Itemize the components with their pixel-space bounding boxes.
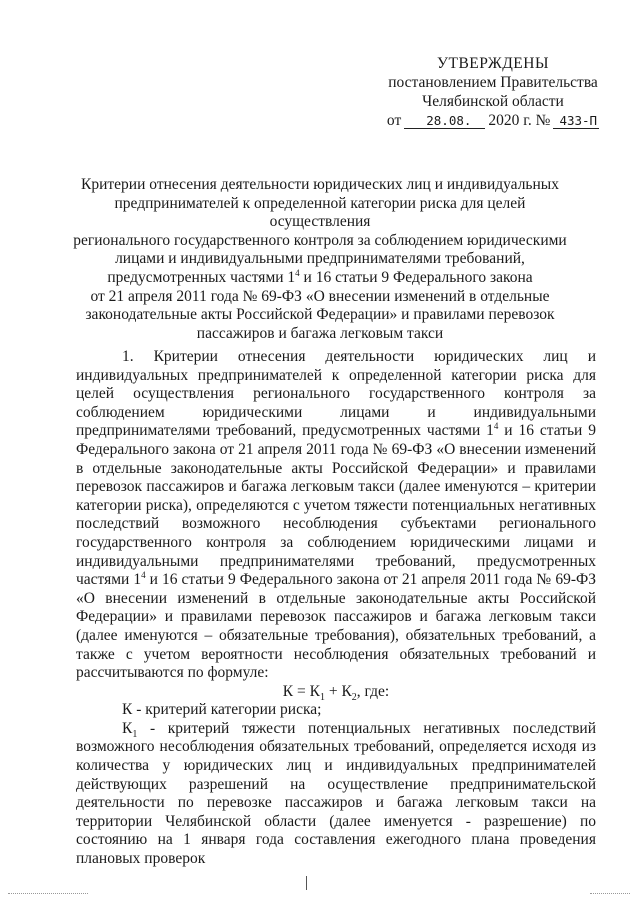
year-text: 2020 г. № [488, 112, 551, 129]
formula-subscript: 2 [351, 691, 357, 703]
approval-block [378, 54, 608, 130]
scan-artifact-left [8, 893, 88, 895]
title-superscript: 4 [295, 267, 300, 278]
formula-part: + К [324, 682, 352, 700]
title-line: предпринимателей к определенной категории риска для целей осуществления [114, 194, 526, 231]
document-body [76, 348, 596, 869]
paragraph-subscript: 1 [132, 728, 138, 740]
approval-heading: УТВЕРЖДЕНЫ [437, 55, 549, 72]
number-value: 433-П [553, 114, 599, 129]
formula-part: К = К [282, 682, 320, 700]
title-line: Критерии отнесения деятельности юридических лиц и индивидуальных [81, 176, 559, 193]
approval-line-2: Челябинской области [422, 93, 564, 110]
approval-date-line [378, 111, 608, 130]
title-line: от 21 апреля 2011 года № 69-ФЗ «О внесении изменений в отдельные [90, 287, 550, 305]
paragraph-fragment: и 16 статьи 9 Федерального закона от 21 апреля 2011 года № 69-ФЗ «О внесении изменений в отдельные законодательные акты Российской Федерации» и правилами перевозок пассажиров и багажа легковым такси (далее именуются – обязательные требования), обязательных требований, а также с учетом вероятности несоблюдения обязательных требований и рассчитываются по формуле: [76, 571, 596, 682]
scan-mark [306, 876, 307, 890]
date-value: 28.08. [404, 114, 485, 129]
approval-line-1: постановлением Правительства [388, 74, 598, 91]
title-fragment: предусмотренных частями 1 [107, 268, 296, 286]
title-line: лицами и индивидуальными предпринимателями требований, [115, 250, 525, 268]
paragraph-fragment: К [122, 719, 133, 737]
title-line [70, 269, 570, 288]
formula-subscript: 1 [319, 691, 325, 703]
title-fragment: и 16 статьи 9 Федерального закона [299, 268, 533, 286]
paragraph-fragment: - критерий тяжести потенциальных негативных последствий возможного несоблюдения обязательных требований, определяется исходя из количества у юридических лиц и индивидуальных предпринимателей действующих разрешений на осуществление предпринимательской деятельности по перевозке пассажиров и багажа легковым такси на территории Челябинской области (далее именуется - разрешение) по состоянию на 1 января года составления ежегодного плана проведения плановых проверок [76, 719, 596, 868]
title-line: законодательные акты Российской Федерации» и правилами перевозок [85, 306, 555, 324]
paragraph-3 [76, 720, 596, 869]
risk-formula [76, 683, 596, 702]
paragraph-superscript: 4 [493, 421, 499, 432]
scan-artifact-right [590, 893, 630, 895]
paragraph-fragment: 1. Критерии отнесения деятельности юридических лиц и индивидуальных предпринимателей к определенной категории риска для целей осуществления регионального государственного контроля за соблюдением юридическими лицами и индивидуальными предпринимателями требований, предусмотренных частями 1 [76, 348, 596, 440]
paragraph-fragment: и 16 статьи 9 Федерального закона от 21 апреля 2011 года № 69-ФЗ «О внесении изменений в отдельные законодательные акты Российской Федерации» и правилами перевозок пассажиров и багажа легковым такси (далее именуются – критерии категории риска), определяются с учетом тяжести потенциальных негативных последствий возможного несоблюдения субъектами регионального государственного контроля за соблюдением юридическими лицами и индивидуальными предпринимателями требований, предусмотренных частями 1 [76, 422, 596, 589]
paragraph-2: К - критерий категории риска; [122, 701, 322, 719]
date-prefix: от [386, 112, 402, 129]
title-line: регионального государственного контроля за соблюдением юридическими [73, 231, 567, 249]
formula-part: , где: [356, 682, 390, 700]
document-title [70, 176, 570, 343]
paragraph-superscript: 4 [141, 570, 146, 581]
title-line: пассажиров и багажа легковым такси [196, 324, 444, 342]
paragraph-1 [76, 348, 596, 683]
